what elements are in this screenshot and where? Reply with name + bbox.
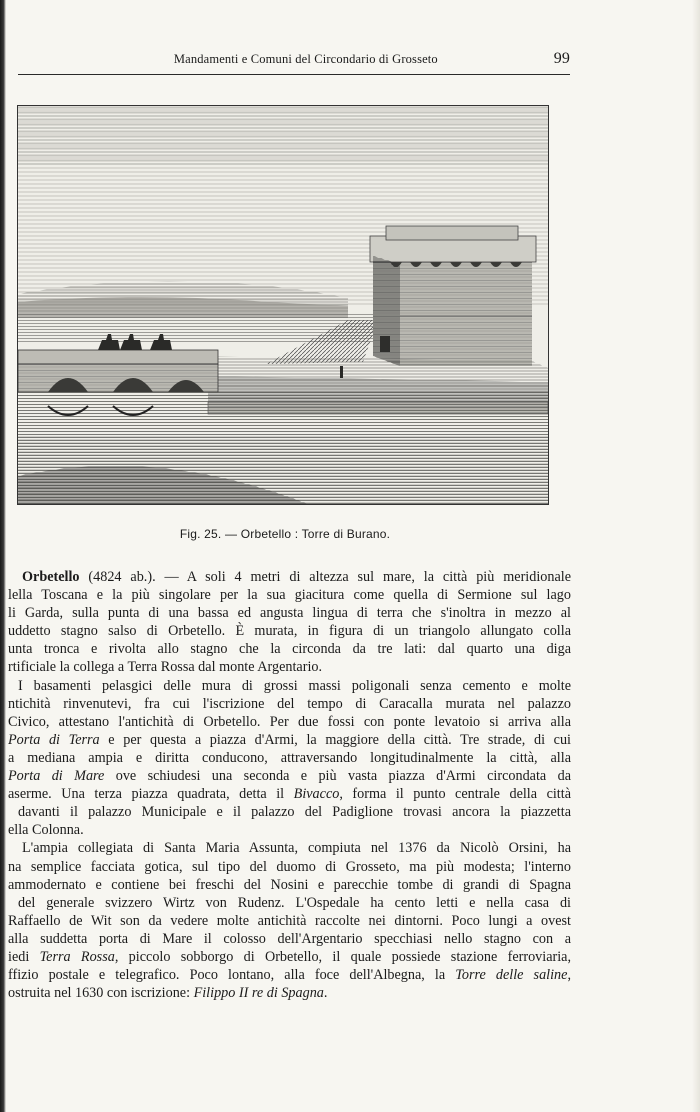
page-binding-shadow	[0, 0, 6, 1112]
text-line	[8, 731, 571, 749]
text-line: ammodernato e contiene bei freschi del Nosini e parecchie tombe di grandi di Spagna	[8, 876, 571, 893]
text-line: lella Toscana e la più singolare per la sua giacitura come quella di Sermione sul lago	[8, 587, 571, 604]
text-line: ntichità rinvenutevi, fra cui l'iscrizione del tempo di Caracalla murata nel palazzo	[8, 695, 571, 712]
text-span: iedi	[8, 948, 40, 965]
text-span: .	[323, 985, 328, 1002]
text-line: ella Colonna.	[8, 822, 84, 839]
text-line: del generale svizzero Wirtz von Rudenz. L'Ospedale ha cento letti e nella casa di	[18, 894, 571, 911]
engraving-illustration	[17, 105, 549, 505]
text-span: e per questa a piazza d'Armi, la maggiore della città. Tre strade, di cui	[99, 731, 571, 748]
text-line: alla suddetta porta di Mare il colosso dell'Argentario specchiasi nello stagno con a	[8, 930, 571, 947]
text-line	[8, 568, 571, 586]
entry-heading: Orbetello	[22, 569, 80, 585]
text-line	[8, 966, 571, 984]
text-line: L'ampia collegiata di Santa Maria Assunta, compiuta nel 1376 da Nicolò Orsini, ha	[22, 840, 571, 857]
text-span: , forma il punto centrale della città	[339, 786, 571, 803]
figure-caption: Fig. 25. — Orbetello : Torre di Burano.	[179, 527, 391, 541]
text-span: ffizio postale e telegrafico. Poco lontano, alla foce dell'Albegna, la	[8, 967, 456, 984]
text-line: davanti il palazzo Municipale e il palazzo del Padiglione trovasi ancora la piazzetta	[18, 804, 571, 821]
text-line	[8, 948, 571, 966]
page-edge-right	[692, 0, 700, 1112]
text-span: ostruita nel 1630 con iscrizione:	[8, 985, 194, 1002]
running-header	[18, 50, 570, 68]
text-line: Raffaello de Wit son da vedere molte antichità raccolte nei dintorni. Poco lungi a ovest	[8, 912, 571, 929]
text-line: rtificiale la collega a Terra Rossa dal monte Argentario.	[8, 659, 323, 676]
text-line	[8, 984, 571, 1002]
text-line: li Garda, sulla punta di una bassa ed angusta lingua di terra che s'inoltra in mezzo al	[8, 605, 571, 622]
page-number: 99	[553, 50, 570, 67]
running-title: Mandamenti e Comuni del Circondario di Grosseto	[173, 52, 438, 66]
text-line: unta tronca e rivolta allo stagno che la circonda da tre lati: dal quarto una diga	[8, 641, 571, 658]
engraving-torre-di-burano	[18, 106, 548, 504]
text-line	[8, 785, 571, 803]
text-span: aserme. Una terza piazza quadrata, detta il	[8, 786, 294, 803]
text-line: a mediana ampia e diritta conducono, attraversando longitudinalmente la città, alla	[8, 749, 571, 766]
text-span: (4824 ab.). — A soli 4 metri di altezza sul mare, la città più meridionale	[79, 569, 571, 585]
text-line	[8, 767, 571, 785]
text-span: , piccolo sobborgo di Orbetello, il quale possiede stazione ferroviaria,	[114, 948, 571, 965]
article-body	[8, 568, 571, 1002]
header-rule	[18, 74, 570, 75]
text-line: I basamenti pelasgici delle mura di grossi massi poligonali senza cemento e molte	[18, 677, 571, 694]
text-line: uddetto stagno salso di Orbetello. È murata, in figura di un triangolo allungato colla	[8, 623, 571, 640]
text-span: ,	[567, 967, 571, 984]
place-name: Bivacco	[293, 786, 340, 803]
text-line: Civico, attestano l'antichità di Orbetello. Per due fossi con ponte levatoio si arriva alla	[8, 713, 571, 730]
text-span: ove schiudesi una seconda e più vasta piazza d'Armi circondata da	[104, 768, 571, 785]
place-name: Porta di Terra	[8, 731, 100, 748]
text-line: na semplice facciata gotica, sul tipo del duomo di Grosseto, ma più modesta; l'interno	[8, 858, 571, 875]
place-name: Terra Rossa	[39, 948, 115, 965]
place-name: Torre delle saline	[455, 967, 568, 984]
place-name: Porta di Mare	[8, 768, 105, 785]
inscription-text: Filippo II re di Spagna	[193, 985, 324, 1002]
